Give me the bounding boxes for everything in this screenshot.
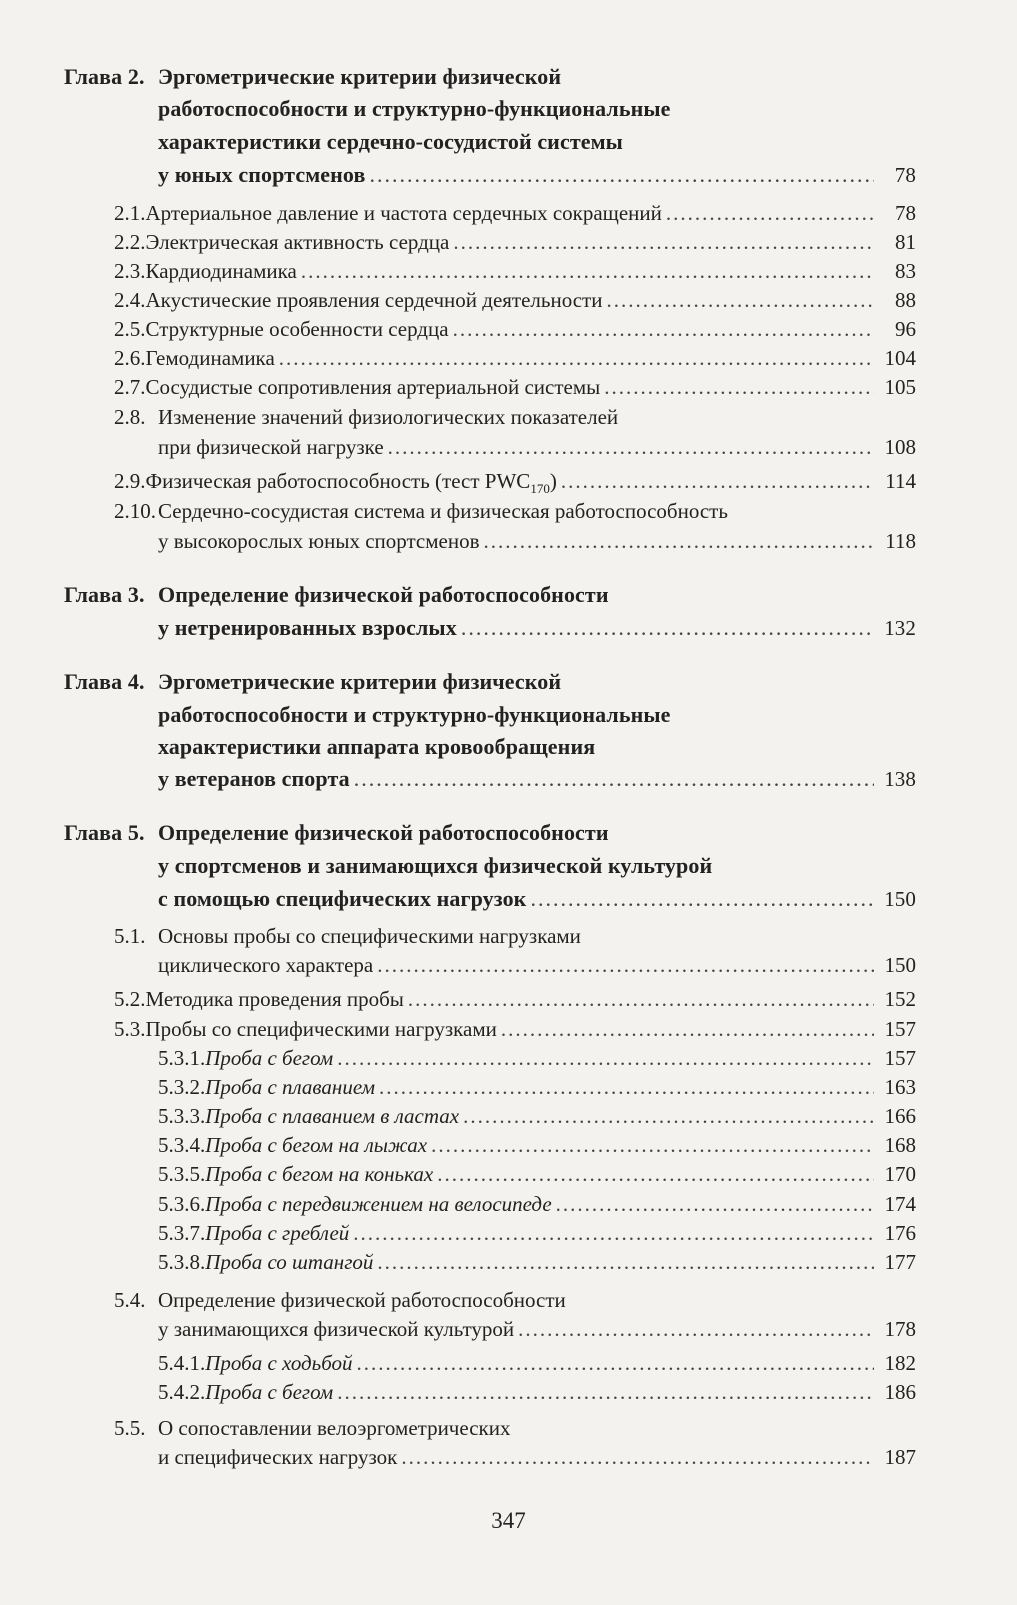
chapter-title-line: Определение физической работоспособности bbox=[158, 582, 609, 607]
dot-leader bbox=[337, 1044, 874, 1073]
section-number: 5.3.4. bbox=[158, 1133, 206, 1157]
section-number: 5.3.8. bbox=[158, 1250, 206, 1274]
dot-leader bbox=[431, 1131, 874, 1160]
toc-chapter-3[interactable] bbox=[64, 580, 924, 609]
chapter-title-line: Определение физической работоспособности bbox=[158, 820, 609, 845]
dot-leader bbox=[606, 286, 874, 315]
chapter-title-line: с помощью специфических нагрузок bbox=[158, 886, 527, 911]
dot-leader bbox=[484, 527, 874, 556]
page-number: 176 bbox=[884, 1221, 916, 1245]
toc-subsection-5-3-8[interactable] bbox=[158, 1248, 916, 1277]
section-title: Проба с передвижением на велосипеде bbox=[205, 1192, 552, 1216]
page-number: 104 bbox=[884, 346, 916, 370]
section-number: 5.4.2. bbox=[158, 1380, 206, 1404]
page-number: 150 bbox=[884, 953, 916, 977]
page-number: 177 bbox=[884, 1250, 916, 1274]
chapter-title-line: Эргометрические критерии физической bbox=[158, 669, 562, 694]
toc-chapter-4-line bbox=[158, 764, 916, 793]
section-title: Проба с плаванием bbox=[205, 1075, 376, 1099]
dot-leader bbox=[353, 1219, 874, 1248]
dot-leader bbox=[377, 1248, 874, 1277]
toc-section-5-2[interactable] bbox=[114, 985, 916, 1014]
toc-chapter-2-line bbox=[158, 160, 916, 189]
section-number: 5.3.2. bbox=[158, 1075, 206, 1099]
section-title: Проба с бегом на лыжах bbox=[205, 1133, 428, 1157]
chapter-title-line: характеристики аппарата кровообращения bbox=[158, 734, 596, 759]
chapter-label: Глава 5. bbox=[64, 820, 145, 845]
page-number: 138 bbox=[884, 767, 916, 791]
section-title: Сосудистые сопротивления артериальной системы bbox=[145, 375, 601, 399]
dot-leader bbox=[279, 344, 874, 373]
dot-leader bbox=[463, 1102, 874, 1131]
section-number: 5.1. bbox=[114, 924, 146, 948]
toc-section-2-3[interactable] bbox=[114, 257, 916, 286]
section-number: 5.3.6. bbox=[158, 1192, 206, 1216]
toc-subsection-5-3-1[interactable] bbox=[158, 1044, 916, 1073]
section-title-line: у высокорослых юных спортсменов bbox=[158, 529, 480, 553]
section-number: 2.4. bbox=[114, 288, 146, 312]
section-title: Электрическая активность сердца bbox=[145, 230, 450, 254]
toc-subsection-5-3-3[interactable] bbox=[158, 1102, 916, 1131]
dot-leader bbox=[530, 884, 874, 913]
section-title-line: Определение физической работоспособности bbox=[158, 1288, 566, 1312]
toc-section-2-7[interactable] bbox=[114, 373, 916, 402]
section-number: 5.3.5. bbox=[158, 1162, 206, 1186]
section-title: Проба с бегом bbox=[205, 1046, 334, 1070]
toc-section-2-8-line bbox=[158, 433, 916, 462]
page-number: 83 bbox=[895, 259, 916, 283]
section-number: 2.9. bbox=[114, 469, 146, 493]
chapter-label: Глава 3. bbox=[64, 582, 145, 607]
dot-leader bbox=[437, 1160, 874, 1189]
section-number: 5.4. bbox=[114, 1288, 146, 1312]
toc-chapter-4[interactable] bbox=[64, 667, 924, 696]
dot-leader bbox=[453, 228, 874, 257]
dot-leader bbox=[666, 199, 874, 228]
toc-section-5-4-line bbox=[158, 1315, 916, 1344]
toc-chapter-5-line bbox=[158, 851, 924, 880]
section-number: 5.3.3. bbox=[158, 1104, 206, 1128]
page-number: 78 bbox=[895, 201, 916, 225]
section-title-line: и специфических нагрузок bbox=[158, 1445, 398, 1469]
dot-leader bbox=[401, 1443, 874, 1472]
page-number: 174 bbox=[884, 1192, 916, 1216]
section-title: Кардиодинамика bbox=[145, 259, 297, 283]
page-number: 96 bbox=[895, 317, 916, 341]
toc-section-5-1[interactable] bbox=[114, 922, 916, 951]
chapter-title-line: Эргометрические критерии физической bbox=[158, 64, 562, 89]
section-title: Проба с бегом на коньках bbox=[205, 1162, 434, 1186]
section-title-line: циклического характера bbox=[158, 953, 374, 977]
section-number: 2.3. bbox=[114, 259, 146, 283]
section-title-line: О сопоставлении велоэргометрических bbox=[158, 1416, 511, 1440]
dot-leader bbox=[453, 315, 874, 344]
chapter-title-line: работоспособности и структурно-функциональные bbox=[158, 702, 671, 727]
dot-leader bbox=[604, 373, 874, 402]
section-number: 5.3.1. bbox=[158, 1046, 206, 1070]
section-title: Физическая работоспособность (тест $PWC_{170}$) bbox=[145, 469, 557, 497]
chapter-title-line: у нетренированных взрослых bbox=[158, 615, 457, 640]
toc-chapter-4-line bbox=[158, 700, 924, 729]
toc-subsection-5-3-5[interactable] bbox=[158, 1160, 916, 1189]
toc-section-2-10-line bbox=[158, 527, 916, 556]
section-title-line: Основы пробы со специфическими нагрузками bbox=[158, 924, 581, 948]
toc-chapter-2-line bbox=[158, 94, 924, 123]
toc-section-2-9[interactable] bbox=[114, 467, 916, 496]
toc-subsection-5-3-2[interactable] bbox=[158, 1073, 916, 1102]
section-title: Проба с бегом bbox=[205, 1380, 334, 1404]
page-number: 182 bbox=[884, 1351, 916, 1375]
page-number: 132 bbox=[884, 616, 916, 640]
section-number: 2.7. bbox=[114, 375, 146, 399]
page-number: 178 bbox=[884, 1317, 916, 1341]
section-title-line: Сердечно-сосудистая система и физическая работоспособность bbox=[158, 499, 728, 523]
section-title-line: у занимающихся физической культурой bbox=[158, 1317, 515, 1341]
toc-section-5-4[interactable] bbox=[114, 1286, 916, 1315]
toc-subsection-5-3-7[interactable] bbox=[158, 1219, 916, 1248]
dot-leader bbox=[301, 257, 874, 286]
page-number: 150 bbox=[884, 887, 916, 911]
page-number: 186 bbox=[884, 1380, 916, 1404]
toc-subsection-5-4-2[interactable] bbox=[158, 1378, 916, 1407]
section-number: 5.3. bbox=[114, 1017, 146, 1041]
dot-leader bbox=[357, 1349, 874, 1378]
page-number: 170 bbox=[884, 1162, 916, 1186]
page-number: 105 bbox=[884, 375, 916, 399]
page-number: 114 bbox=[885, 469, 916, 493]
section-number: 5.5. bbox=[114, 1416, 146, 1440]
page-number: 81 bbox=[895, 230, 916, 254]
chapter-label: Глава 2. bbox=[64, 64, 145, 89]
section-number: 2.6. bbox=[114, 346, 146, 370]
dot-leader bbox=[379, 1073, 874, 1102]
chapter-title-line: у юных спортсменов bbox=[158, 162, 366, 187]
page-number: 157 bbox=[884, 1046, 916, 1070]
toc-section-2-5[interactable] bbox=[114, 315, 916, 344]
dot-leader bbox=[461, 613, 874, 642]
toc-section-2-1[interactable] bbox=[114, 199, 916, 228]
toc-section-5-1-line bbox=[158, 951, 916, 980]
section-number: 2.10. bbox=[114, 499, 156, 523]
page-number: 88 bbox=[895, 288, 916, 312]
toc-subsection-5-4-1[interactable] bbox=[158, 1349, 916, 1378]
dot-leader bbox=[561, 467, 874, 496]
chapter-title-line: характеристики сердечно-сосудистой системы bbox=[158, 129, 623, 154]
page-number: 152 bbox=[884, 987, 916, 1011]
chapter-title-line: у спортсменов и занимающихся физической культурой bbox=[158, 853, 713, 878]
toc-section-5-5[interactable] bbox=[114, 1414, 916, 1443]
dot-leader bbox=[354, 764, 874, 793]
page-number: 118 bbox=[885, 529, 916, 553]
dot-leader bbox=[408, 985, 874, 1014]
dot-leader bbox=[518, 1315, 874, 1344]
page-number: 163 bbox=[884, 1075, 916, 1099]
dot-leader bbox=[377, 951, 874, 980]
section-title: Проба с греблей bbox=[205, 1221, 350, 1245]
toc-chapter-2[interactable] bbox=[64, 62, 924, 91]
toc-subsection-5-3-4[interactable] bbox=[158, 1131, 916, 1160]
section-title: Пробы со специфическими нагрузками bbox=[145, 1017, 497, 1041]
section-number: 5.3.7. bbox=[158, 1221, 206, 1245]
section-title: Структурные особенности сердца bbox=[145, 317, 449, 341]
page-number: 187 bbox=[884, 1445, 916, 1469]
page-number: 166 bbox=[884, 1104, 916, 1128]
section-number: 2.5. bbox=[114, 317, 146, 341]
section-number: 5.4.1. bbox=[158, 1351, 206, 1375]
toc-section-2-2[interactable] bbox=[114, 228, 916, 257]
dot-leader bbox=[501, 1015, 874, 1044]
page-number: 108 bbox=[884, 435, 916, 459]
toc-section-2-6[interactable] bbox=[114, 344, 916, 373]
toc-section-2-10[interactable] bbox=[114, 497, 916, 526]
page-folio: 347 bbox=[491, 1508, 526, 1533]
toc-chapter-4-line bbox=[158, 732, 924, 761]
page-number: 157 bbox=[884, 1017, 916, 1041]
chapter-label: Глава 4. bbox=[64, 669, 145, 694]
section-title-line: при физической нагрузке bbox=[158, 435, 384, 459]
section-number: 2.2. bbox=[114, 230, 146, 254]
section-title: Методика проведения пробы bbox=[145, 987, 404, 1011]
section-title: Акустические проявления сердечной деятельности bbox=[145, 288, 603, 312]
toc-chapter-2-line bbox=[158, 127, 924, 156]
dot-leader bbox=[556, 1190, 874, 1219]
section-title-line: Изменение значений физиологических показателей bbox=[158, 405, 619, 429]
section-title: Проба со штангой bbox=[205, 1250, 374, 1274]
toc-section-5-5-line bbox=[158, 1443, 916, 1472]
chapter-title-line: у ветеранов спорта bbox=[158, 766, 350, 791]
section-title: Артериальное давление и частота сердечных сокращений bbox=[145, 201, 662, 225]
page-number: 168 bbox=[884, 1133, 916, 1157]
chapter-title-line: работоспособности и структурно-функциональные bbox=[158, 96, 671, 121]
section-title: Проба с ходьбой bbox=[205, 1351, 353, 1375]
section-number: 2.8. bbox=[114, 405, 146, 429]
toc-section-2-4[interactable] bbox=[114, 286, 916, 315]
dot-leader bbox=[388, 433, 874, 462]
section-number: 5.2. bbox=[114, 987, 146, 1011]
page-number: 78 bbox=[894, 163, 916, 187]
toc-section-2-8[interactable] bbox=[114, 403, 916, 432]
dot-leader bbox=[369, 160, 874, 189]
section-title: Гемодинамика bbox=[145, 346, 275, 370]
section-number: 2.1. bbox=[114, 201, 146, 225]
toc-chapter-5-line bbox=[158, 884, 916, 913]
toc-subsection-5-3-6[interactable] bbox=[158, 1190, 916, 1219]
section-title: Проба с плаванием в ластах bbox=[205, 1104, 460, 1128]
toc-chapter-3-line bbox=[158, 613, 916, 642]
toc-chapter-5[interactable] bbox=[64, 818, 924, 847]
toc-section-5-3[interactable] bbox=[114, 1015, 916, 1044]
dot-leader bbox=[337, 1378, 874, 1407]
